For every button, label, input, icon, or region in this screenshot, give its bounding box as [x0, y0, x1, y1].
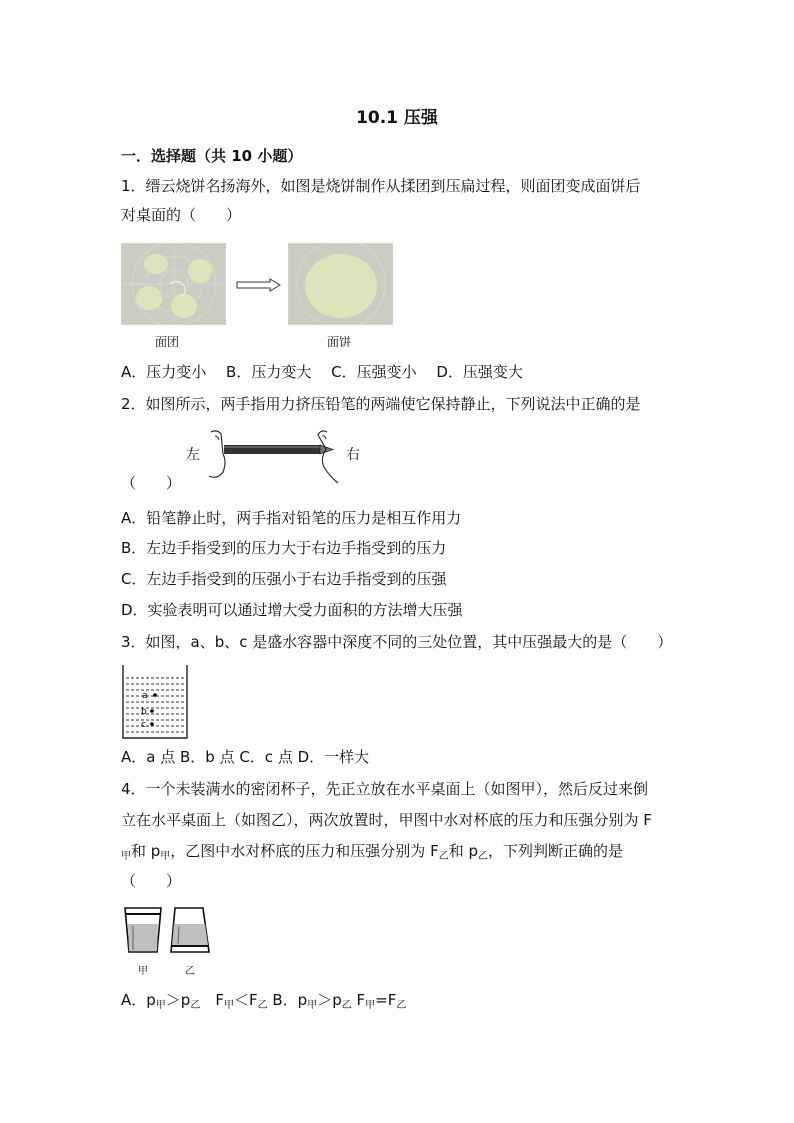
dough-balls-image — [122, 244, 225, 324]
point-a-label: a — [142, 691, 148, 701]
label-jia: 甲 — [138, 966, 148, 977]
q1-options: A．压力变小 B．压力变大 C．压强变小 D．压强变大 — [121, 363, 523, 381]
q4-paren: （ ） — [121, 872, 182, 890]
point-c-label: c — [141, 720, 146, 730]
label-left: 左 — [186, 447, 200, 463]
flat-cake-image — [289, 244, 392, 324]
q2-option-b: B．左边手指受到的压力大于右边手指受到的压力 — [121, 539, 447, 557]
container-image — [121, 664, 191, 740]
section-heading: 一．选择题（共 10 小题） — [121, 147, 303, 165]
label-yi: 乙 — [185, 966, 195, 977]
q2-option-a: A．铅笔静止时，两手指对铅笔的压力是相互作用力 — [121, 509, 462, 527]
water-container-diagram — [121, 664, 191, 744]
q4-options: A．$p_甲>p_乙$ $F_甲<F_乙$ B．$p_甲>p_乙$ $F_甲=F_乙$ — [121, 991, 407, 1011]
q2-paren: （ ） — [121, 474, 182, 492]
q2-line1: 2．如图所示，两手指用力挤压铅笔的两端使它保持静止，下列说法中正确的是 — [121, 395, 641, 413]
cups-image — [121, 904, 213, 956]
q3-line1: 3．如图，a、b、c 是盛水容器中深度不同的三处位置，其中压强最大的是（ ） — [121, 633, 673, 651]
page-title: 10.1 压强 — [356, 108, 438, 128]
pencil-image — [195, 428, 360, 486]
q4-line1: 4．一个未装满水的密闭杯子，先正立放在水平桌面上（如图甲），然后反过来倒 — [121, 780, 649, 798]
right-arrow-icon — [236, 277, 282, 296]
q1-line1: 1．缙云烧饼名扬海外，如图是烧饼制作从揉团到压扁过程，则面团变成面饼后 — [121, 177, 641, 195]
q2-option-c: C．左边手指受到的压强小于右边手指受到的压强 — [121, 570, 447, 588]
label-cake: 面饼 — [327, 335, 352, 349]
label-right: 右 — [346, 447, 360, 463]
dough-balls-photo — [121, 243, 226, 325]
q2-option-d: D．实验表明可以通过增大受力面积的方法增大压强 — [121, 601, 463, 619]
point-b-label: b — [141, 707, 147, 717]
label-dough: 面团 — [155, 335, 180, 349]
q4-line2: 立在水平桌面上（如图乙），两次放置时，甲图中水对杯底的压力和压强分别为 F — [121, 811, 652, 829]
pencil-fingers-diagram — [195, 428, 360, 490]
flat-cake-photo — [288, 243, 393, 325]
q3-options: A．a 点 B．b 点 C．c 点 D．一样大 — [121, 748, 370, 766]
cups-diagram — [121, 904, 213, 960]
q4-line3: $_甲$和 $p_甲$，乙图中水对杯底的压力和压强分别为 $F_乙$和 $p_乙$，下列判断正确的是 — [121, 842, 624, 862]
q1-line2: 对桌面的（ ） — [121, 206, 242, 224]
